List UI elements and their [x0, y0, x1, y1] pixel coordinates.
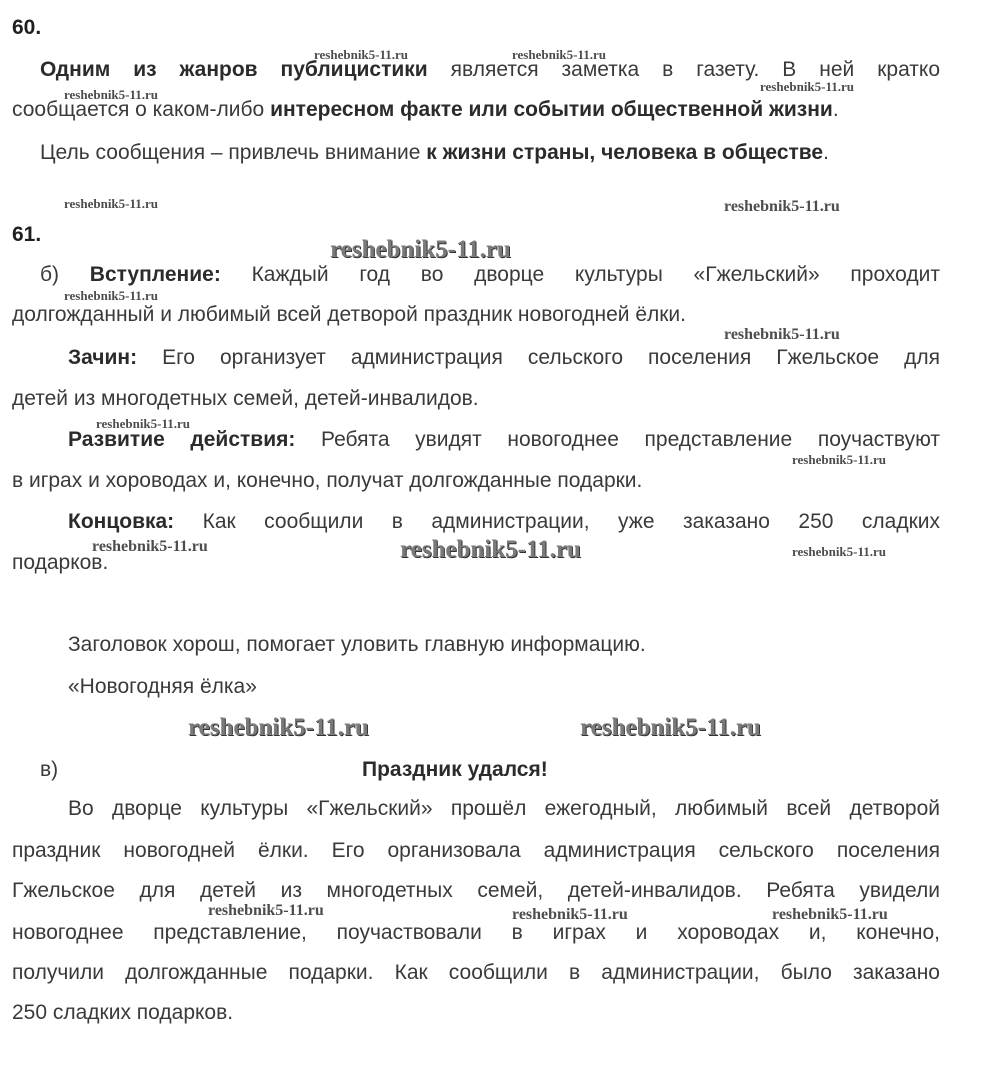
article-line: Во дворце культуры «Гжельский» прошёл ежегодный, любимый всей детворой	[68, 797, 940, 820]
intro-line-2: долгожданный и любимый всей детворой праздник новогодней ёлки.	[12, 303, 686, 326]
watermark: reshebnik5-11.ru	[512, 906, 628, 923]
article-title: Праздник удался!	[362, 758, 548, 781]
article-line: получили долгожданные подарки. Как сообщили в администрации, было заказано	[12, 961, 940, 984]
watermark: reshebnik5-11.ru	[314, 47, 409, 62]
watermark: reshebnik5-11.ru	[96, 416, 191, 431]
watermark: reshebnik5-11.ru	[64, 288, 159, 303]
task-60-line-3	[40, 140, 829, 166]
zachin-label: Зачин:	[68, 346, 138, 369]
watermark: reshebnik5-11.ru	[580, 714, 761, 741]
watermark: reshebnik5-11.ru	[760, 79, 855, 94]
text-fragment: Цель сообщения – привлечь внимание	[40, 141, 427, 164]
watermark: reshebnik5-11.ru	[724, 198, 840, 215]
koncovka-label: Концовка:	[68, 510, 175, 533]
article-line: праздник новогодней ёлки. Его организовала администрация сельского поселения	[12, 839, 940, 862]
watermark: reshebnik5-11.ru	[772, 906, 888, 923]
bold-phrase: Одним из жанров публицистики	[40, 58, 428, 81]
text-fragment: Как сообщили в администрации, уже заказано 250 сладких	[174, 510, 940, 533]
watermark: reshebnik5-11.ru	[64, 196, 159, 211]
item-letter: б)	[40, 263, 90, 286]
title-note: Заголовок хорош, помогает уловить главную информацию.	[68, 633, 646, 656]
article-line: 250 сладких подарков.	[12, 1001, 234, 1024]
razvitie-line-2: в играх и хороводах и, конечно, получат долгожданные подарки.	[12, 469, 643, 492]
task-60-line-2	[12, 97, 839, 123]
koncovka-line-2: подарков.	[12, 551, 109, 574]
koncovka-line-1	[68, 509, 940, 535]
watermark: reshebnik5-11.ru	[92, 538, 208, 555]
watermark: reshebnik5-11.ru	[208, 902, 324, 919]
task-60-line-1	[40, 57, 940, 83]
watermark: reshebnik5-11.ru	[724, 326, 840, 343]
bold-phrase: к жизни страны, человека в обществе	[426, 141, 824, 164]
zachin-line-2: детей из многодетных семей, детей-инвалидов.	[12, 387, 479, 410]
text-fragment: Ребята увидят новогоднее представление поучаствуют	[295, 428, 940, 451]
text-fragment: сообщается о каком-либо	[12, 98, 271, 121]
task-61-number: 61.	[12, 223, 42, 246]
item-v-letter: в)	[40, 758, 59, 781]
text-fragment: .	[832, 98, 839, 121]
watermark: reshebnik5-11.ru	[512, 47, 607, 62]
zachin-line-1	[68, 345, 940, 371]
text-fragment: Его организует администрация сельского поселения Гжельское для	[137, 346, 940, 369]
watermark: reshebnik5-11.ru	[64, 87, 159, 102]
text-fragment: является заметка в газету. В ней кратко	[427, 58, 941, 81]
razvitie-line-1	[68, 427, 940, 453]
intro-label: Вступление:	[89, 263, 221, 286]
watermark: reshebnik5-11.ru	[792, 452, 887, 467]
watermark: reshebnik5-11.ru	[330, 236, 511, 263]
watermark: reshebnik5-11.ru	[792, 544, 887, 559]
watermark: reshebnik5-11.ru	[188, 714, 369, 741]
text-fragment: Каждый год во дворце культуры «Гжельский» проходит	[220, 263, 940, 286]
text-fragment: .	[823, 141, 829, 164]
bold-phrase: интересном факте или событии общественной жизни	[270, 98, 833, 121]
article-line: новогоднее представление, поучаствовали в играх и хороводах и, конечно,	[12, 921, 940, 944]
title-quote: «Новогодняя ёлка»	[68, 675, 257, 698]
razvitie-label: Развитие действия:	[68, 428, 296, 451]
task-60-number: 60.	[12, 16, 42, 39]
watermark: reshebnik5-11.ru	[400, 536, 581, 563]
intro-line-1	[40, 262, 940, 288]
article-line: Гжельское для детей из многодетных семей, детей-инвалидов. Ребята увидели	[12, 879, 940, 902]
